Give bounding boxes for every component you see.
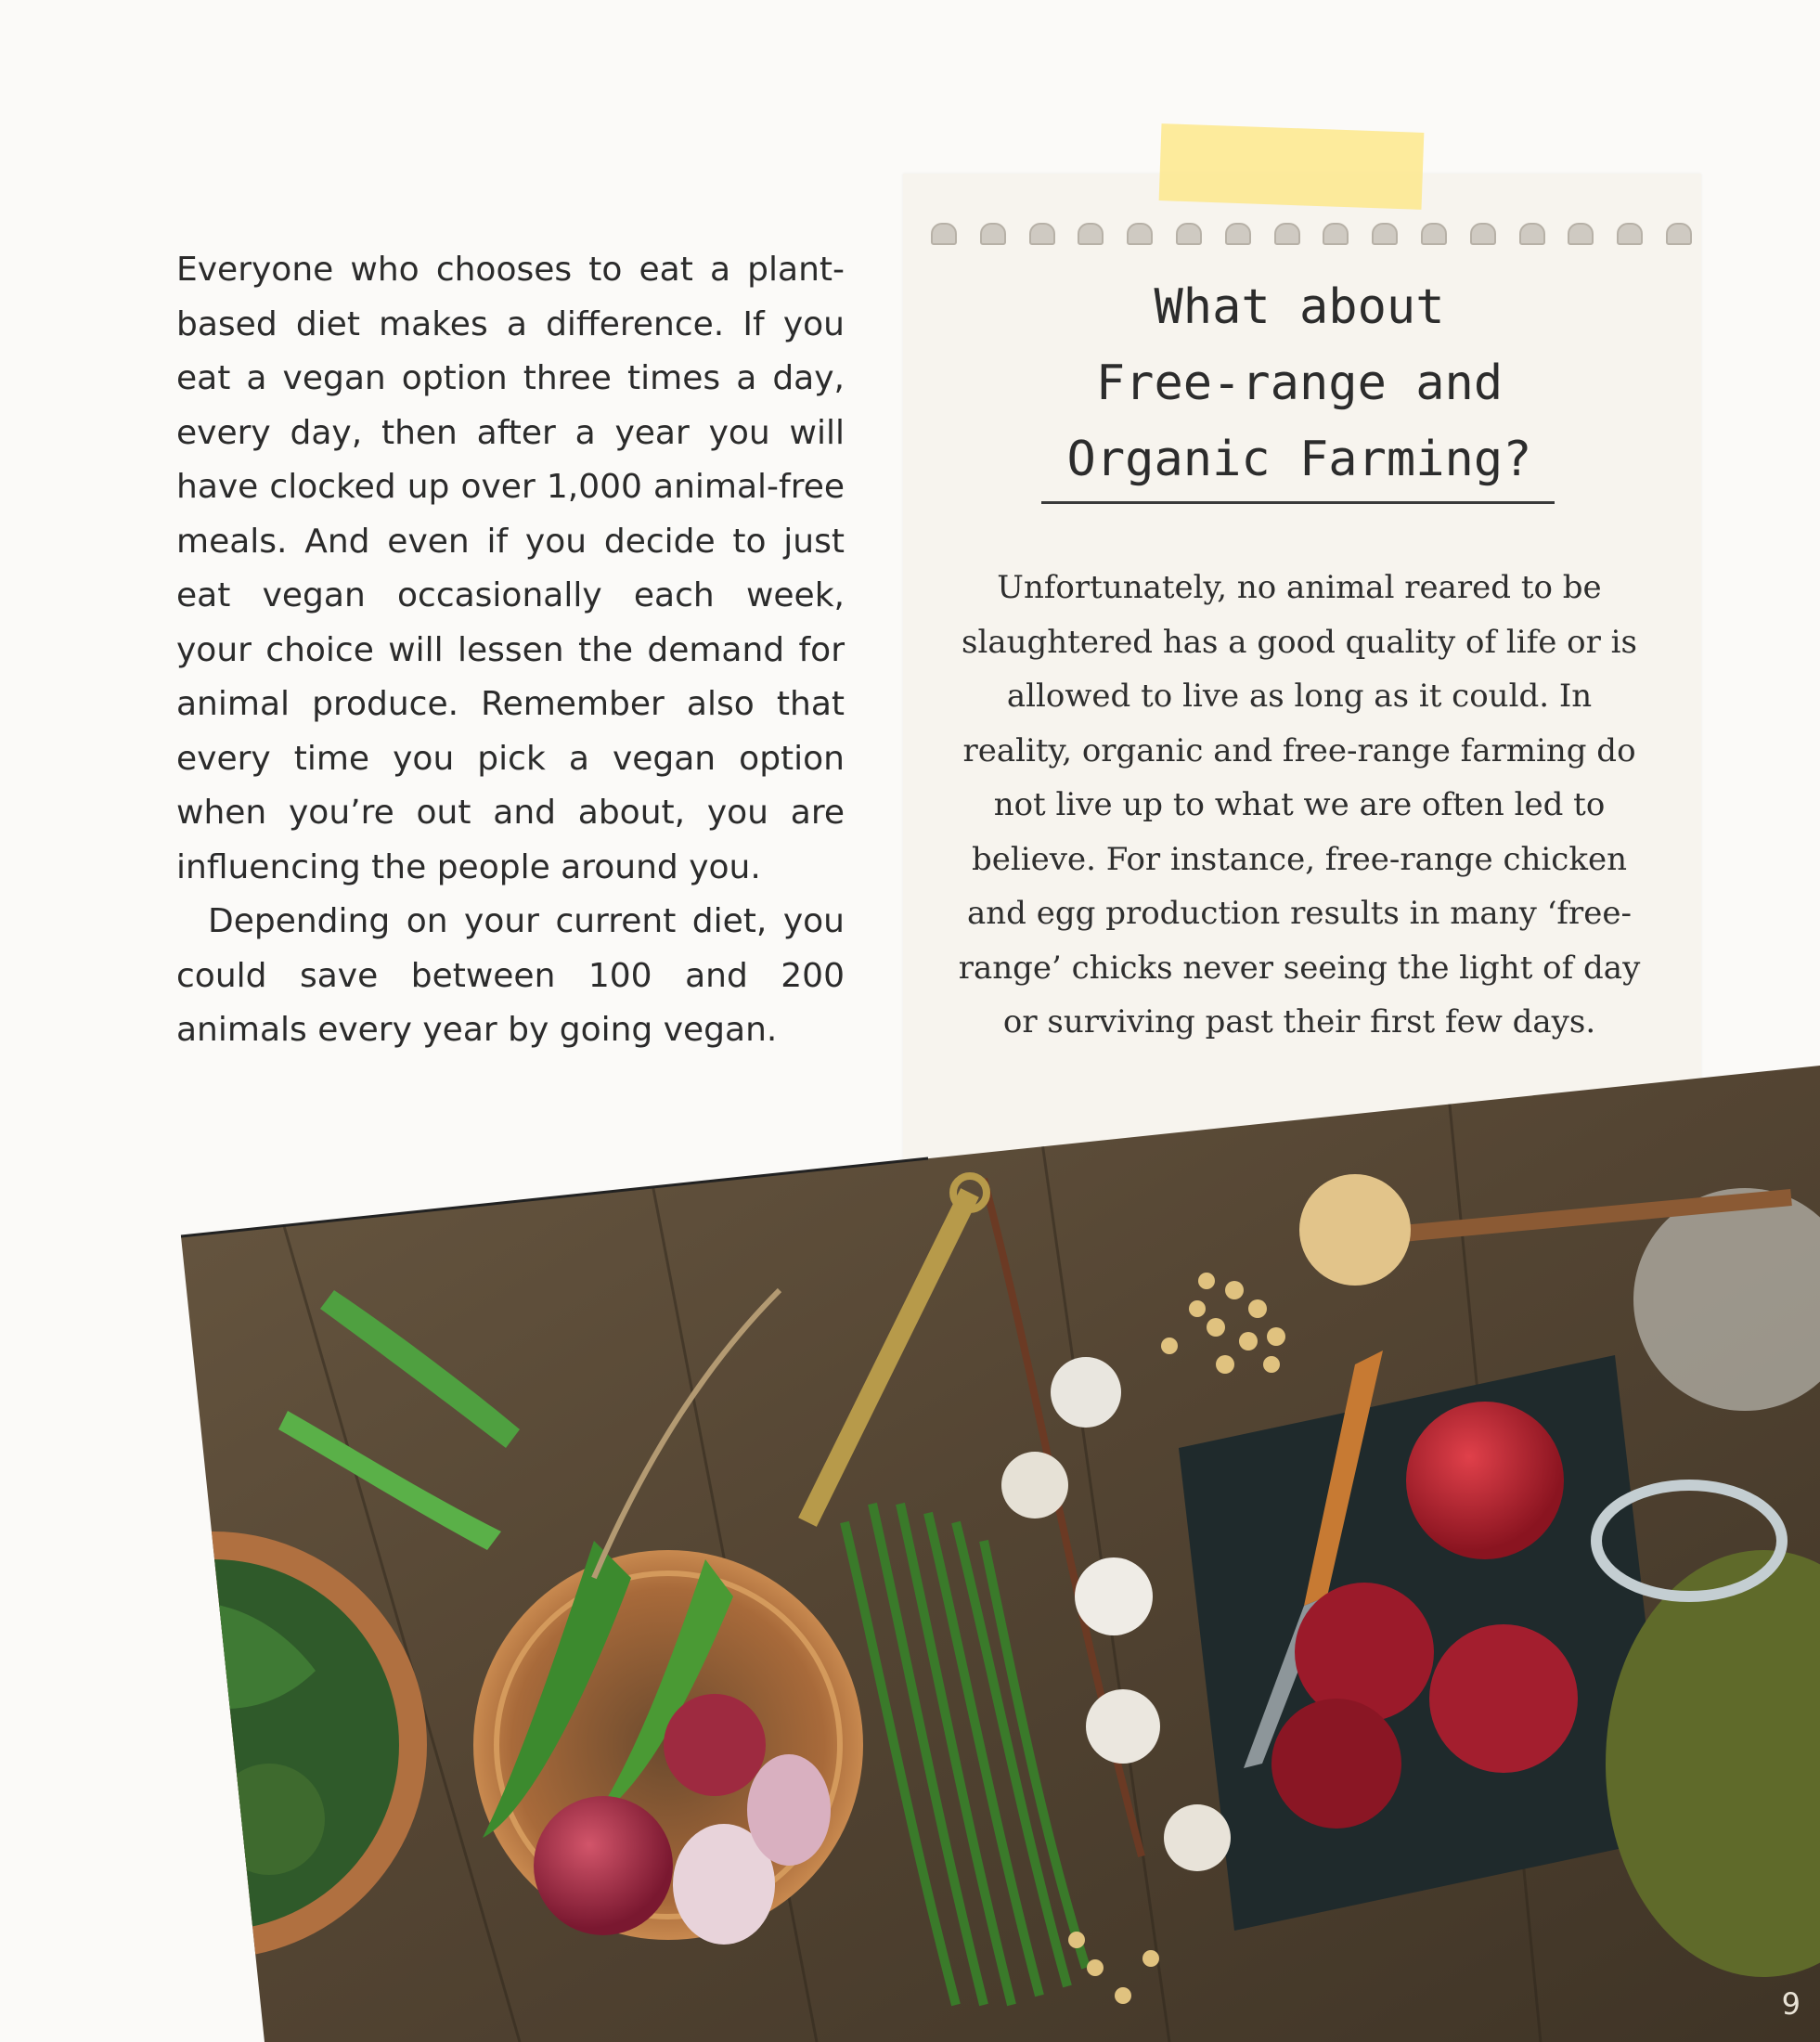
body-paragraph-2: Depending on your current diet, you could save between 100 and 200 animals every year by going vegan. bbox=[176, 902, 845, 1049]
page-number: 9 bbox=[1781, 1986, 1801, 2022]
card-body-text: Unfortunately, no animal reared to be slaughtered has a good quality of life or is allowed to live as long as it could. In reality, organic and free-range farming do not live up to what we are often led to believe. For instance, free-range chicken and egg production results in many ‘free-range’ chicks never seeing the light of day or surviving past their first few days. bbox=[958, 569, 1641, 1040]
card-title-line-3: Organic Farming? bbox=[1066, 432, 1532, 487]
photo-content bbox=[0, 1021, 1820, 2042]
card-title-line-2: Free-range and bbox=[1095, 355, 1504, 411]
card-title-line-1: What about bbox=[1154, 279, 1445, 335]
body-paragraph-1: Everyone who chooses to eat a plant-based diet makes a difference. If you eat a vegan option three times a day, every day, then after a year you will have clocked up over 1,000 animal-free meals. And even if you decide to just eat vegan occasionally each week, your choice will lessen the demand for animal produce. Remember also that every time you pick a vegan option when you’re out and about, you are influencing the people around you. bbox=[176, 251, 845, 886]
